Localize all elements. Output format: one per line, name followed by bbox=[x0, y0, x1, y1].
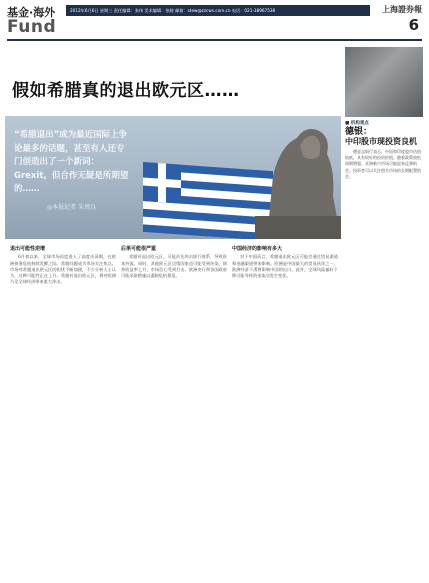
article-column-3 bbox=[232, 244, 338, 574]
subhead-3: 中国经济的影响有多大 bbox=[232, 246, 283, 252]
newspaper-masthead: 上海證券報 bbox=[382, 4, 422, 14]
sidebar-text: 德意志银行表示，中国和印度股市估值较低，具有较好的投资价值。随着政策放松预期增强，亚洲新兴市场可能迎来反弹机会。投资者可以关注相关市场的长期配置机会。 bbox=[345, 148, 421, 180]
lead-paragraph bbox=[14, 129, 129, 214]
sidebar-title: 中印股市现投资良机 bbox=[345, 136, 417, 146]
section-brand: 基金·海外 bbox=[7, 6, 56, 19]
main-headline: 假如希腊真的退出欧元区…… bbox=[12, 81, 240, 101]
column-1-text: 6月初以来，全球市场再度进入了高度动荡期，在欧洲债务危机持续发酵之际，希腊问题成为市场关注焦点。市场对希腊退出欧元区的担忧不断加剧，不少分析人士认为，这种可能性正在上升。希腊若退出欧元区，将对欧洲乃至全球经济带来重大冲击。 bbox=[10, 254, 116, 285]
header-divider bbox=[7, 39, 422, 41]
sidebar-column bbox=[345, 47, 423, 579]
lead-text: “希腊退出”或为最近国际上争论最多的话题，甚至有人还专门创造出了一个新词：Grexit。但合作无疑是所期望的…… bbox=[14, 130, 129, 194]
subhead-1: 退出可能性逆增 bbox=[10, 246, 46, 252]
article-column-2 bbox=[121, 244, 227, 574]
column-3-text: 对于中国而言，希腊退出欧元区可能会通过贸易渠道和金融渠道带来影响。欧洲是中国最大的贸易伙伴之一，欧洲经济下滑将影响中国的出口。此外，全球风险偏好下降可能导致资金流动发生变化。 bbox=[232, 254, 338, 279]
sidebar-name: 德银： bbox=[345, 127, 373, 138]
header-info-bar: 2012年6月6日 星期三 责任编辑：张伟 美术编辑：张晓 邮箱：stew@zzcws.com.cn 电话：021-38967538 bbox=[66, 5, 370, 16]
section-label: Fund bbox=[7, 17, 57, 37]
page-number: 6 bbox=[408, 16, 419, 34]
column-2-text: 希腊若退出欧元区，可能首先冲击银行体系，导致资本外流。同时，其他欧元区边缘国家也可能受到传染，债券收益率上升，市场信心受到打击。欧洲央行和各国政府可能采取措施以遏制危机蔓延。 bbox=[121, 254, 227, 279]
article-column-1 bbox=[10, 244, 116, 574]
sidebar-tag: ■ 机构观点 bbox=[345, 121, 369, 126]
lead-author: ◎本报记者 朱周良 bbox=[46, 203, 97, 211]
sidebar-photo bbox=[345, 47, 423, 117]
subhead-2: 后果可能很严重 bbox=[121, 246, 157, 252]
